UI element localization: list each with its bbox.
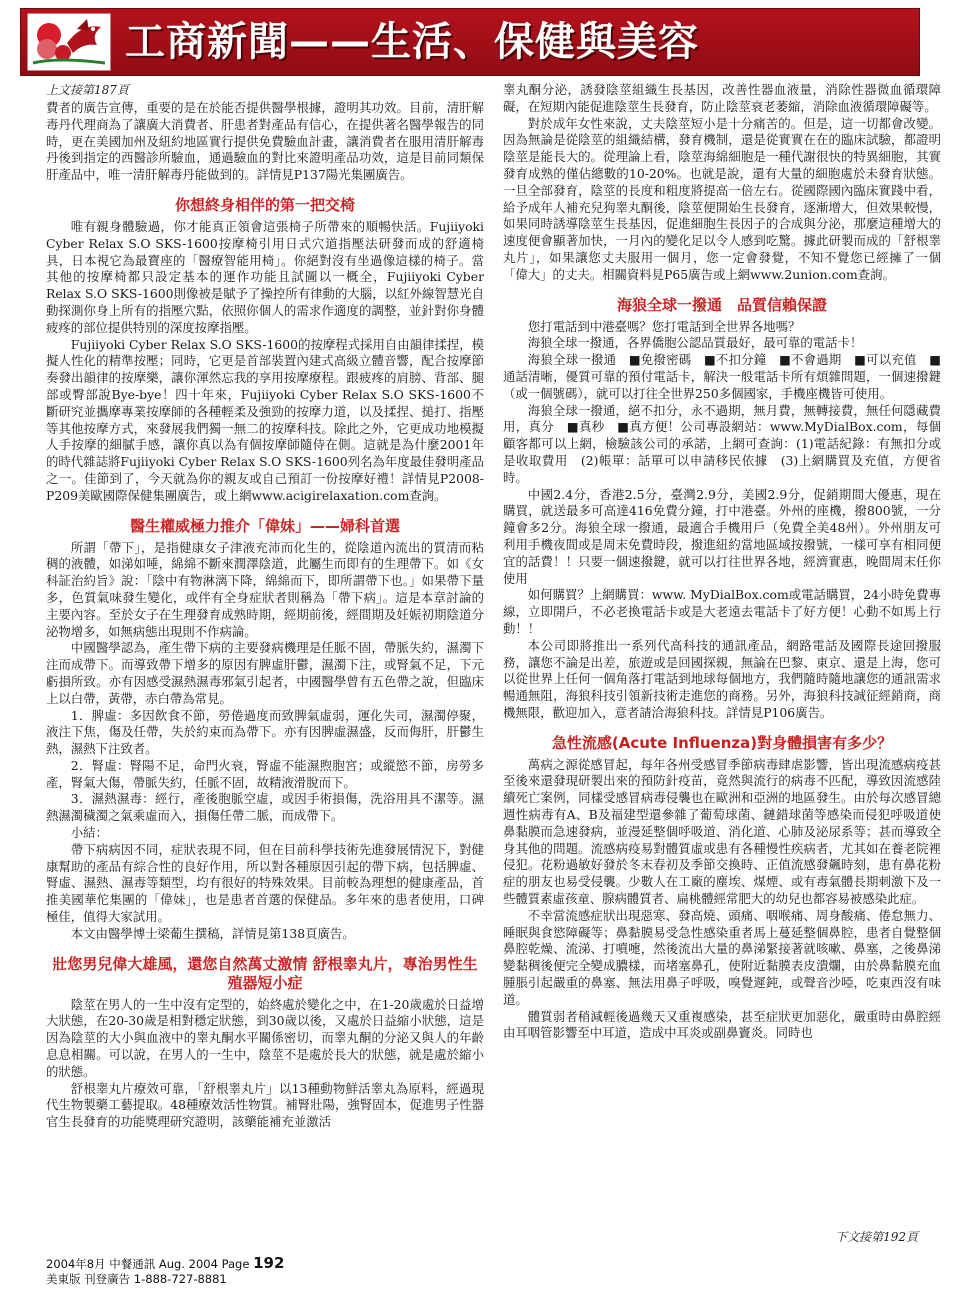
article-paragraph: 海狼全球一撥通，各界僑胞公認品質最好，最可靠的電話卡！ [527, 335, 863, 351]
article-paragraph: 本文由醫學博士梁葡生撰稿，詳情見第138頁廣告。 [70, 925, 355, 941]
article-paragraph: 中國醫學認為，產生帶下病的主要發病機理是任脈不固，帶脈失約，濕濁下注而成帶下。而導致帶下增多的原因有脾虛肝鬱，濕濁下注，或腎氣不足，下元虧損所致。亦有因感受濕熱濕毒邪氣引起者，中國醫學曾有五色帶之說，但臨床上以白帶，黃帶，赤白帶為常見。 [46, 640, 484, 706]
article-paragraph: 您打電話到中港臺嗎？您打電話到全世界各地嗎？ [527, 318, 801, 334]
article-title: 醫生權威極力推介「偉妹」——婦科首選 [129, 516, 400, 535]
article-paragraph: 萬病之源從感冒起，每年各州受感冒季節病毒肆虐影響，皆出現流感病疫甚至後來還發現研製出來的預防針疫苗，竟然與流行的病毒不匹配，導致因流感陸續死亡案例，同樣受感冒病毒侵襲也在歐洲和亞洲的地區發生。由於每次感冒總週性病毒有A、B及福建型還參雜了葡萄球菌、鏈錯球菌等感染而侵犯呼吸道使鼻黏膜而急速發病，並漫延整個呼吸道、消化道、心肺及泌尿系等；甚而導致全身其他的問題。流感病疫易對體質虛或患有各種慢性疾病者，尤其如在養老院裡侵犯。花粉過敏好發於冬末春初及季節交換時、正值流感發飆時刻，患有鼻花粉症的朋友也易受侵襲。少數人在工廠的塵埃、煤煙、或有毒氣體長期刺激下及一些體質素虛孩童、腺病體質者、扁桃體經常肥大的幼兒也都容易被感染此症。 [503, 756, 941, 907]
article-paragraph: 如何購買？上網購買：www. MyDialBox.com或電話購買，24小時免費專線，立即開戶，不必老換電話卡或是大老遠去電話卡了好方便！心動不如馬上行動！！ [503, 587, 941, 636]
article-hailang [503, 296, 941, 722]
section-title: 工商新聞——生活、保健與美容 [125, 19, 699, 65]
article-paragraph: 體質弱者稍減輕後過幾天又重複感染，甚至症狀更加惡化，嚴重時由鼻腔經由耳咽管影響至中耳道，造成中耳炎或副鼻竇炎。同時也 [503, 1008, 941, 1041]
article-paragraph: 舒根睾丸片療效可靠，「舒根睾丸片」以13種動物鮮活睾丸為原料，經過現代生物製藥工藝提取。48種療效活性物質。補腎壯陽，強腎固本，促進男子性器官生長發育的功能獎理研究證明，該藥能補充並激活 [46, 1080, 484, 1130]
article-weimei [46, 517, 484, 943]
continued-to-note: 下文接第192頁 [835, 1230, 918, 1244]
bird-logo-icon [27, 13, 111, 71]
article-paragraph: 本公司即將推出一系列代高科技的通訊產品，網路電話及國際長途回撥服務，讓您不論是出差，旅遊或是回國探親，無論在巴黎、東京、還是上海，您可以從世界上任何一個角落打電話到地球每個地方，我們隨時隨地讓您的通訊需求暢通無阻，海狼科技引領新技術走進您的商務。另外，海狼科技誠征經銷商，商機無限，歡迎加入，意者請洽海狼科技。詳情見P106廣告。 [503, 637, 941, 720]
article-title: 急性流感(Acute Influenza)對身體損害有多少？ [551, 733, 893, 752]
article-shugen [46, 955, 484, 1131]
article-influenza [503, 734, 941, 1043]
article-paragraph: 唯有親身體驗過，你才能真正領會這張椅子所帶來的順暢快活。Fujiiyoki Cyber Relax S.O SKS-1600按摩椅引用日式穴道指壓法研發而成的舒適椅具，日本視它為最寶座的「醫療智能用椅」。你絕對沒有坐過像這樣的椅子。當其他的按摩椅都只設定基本的運作功能且試圖以一概全，Fujiiyoki Cyber Relax S.O SKS-1600則像被是賦予了操控所有律動的大腦，以紅外線智慧光自動探測你身上所有的指壓穴點，依照你個人的需求作適度的調整，並針對你身體疲疼的部位提供特別的深度按摩指壓。 [46, 218, 484, 335]
article-paragraph: 不幸當流感症狀出現惡寒、發高燒、頭痛、咽喉痛、周身酸痛、倦怠無力、睡眠與食慾障礙等；鼻黏膜易受急性感染重者馬上蔓延整個鼻腔，患者自覺整個鼻腔乾燥、流涕、打噴嚏，然後流出大量的鼻涕緊接著就咳嗽、鼻塞，之後鼻涕變黏稠後便完全變成膿樣，而堵塞鼻孔，使附近黏膜表皮潰爛，由於鼻黏膜充血腫脹引起嚴重的鼻塞、無法用鼻子呼吸，嗅覺遲鈍，或聲音沙啞，吃東西沒有味道。 [503, 907, 941, 1007]
continued-from-note: 上文接第187頁 [46, 83, 129, 97]
footer-line-1 [46, 1256, 284, 1272]
article-title: 海狼全球一撥通 品質信賴保證 [616, 295, 827, 314]
section-header [20, 8, 920, 76]
footer-line-2: 美東版 刊登廣告 1-888-727-8881 [46, 1272, 227, 1286]
article-title: 壯您男兒偉大雄風，還您自然萬丈激情 舒根睾丸片，專治男性生殖器短小症 [52, 954, 478, 992]
page-number: 192 [253, 1254, 285, 1272]
article-paragraph: 2．腎虛：腎陽不足，命門火衰，腎虛不能濕煦胞宮；或縱慾不節，房勞多產，腎氣大傷，帶脈失約，任脈不固，故精液滑脫而下。 [46, 757, 484, 790]
article-paragraph: 海狼全球一撥通 ■免撥密碼 ■不扣分鐘 ■不會過期 ■可以充值 ■通話清晰，優質可靠的預付電話卡，解決一般電話卡所有煩雜問題，一個速撥鍵（或一個號碼），就可以打往全世界250多個國家，手機座機皆可使用。 [503, 352, 941, 401]
article-paragraph: 海狼全球一撥通，絕不扣分，永不過期，無月費，無轉接費，無任何隱藏費用，真分 ■真秒 ■真方便！公司專設網站：www.MyDialBox.com，每個顧客都可以上網，檢驗該公司的承諾，上網可查詢：(1)電話紀錄：有無扣分或是收取費用 (2)帳單：話單可以申請移民依據 (3)上網購買及充值，方便省時。 [503, 402, 941, 485]
article-paragraph: 陰莖在男人的一生中沒有定型的，始終處於變化之中，在1-20歲處於日益增大狀態，在20-30歲是相對穩定狀態，到30歲以後，又處於日益縮小狀態，這是因為陰莖的大小與血液中的睾丸酮水平關係密切，而睾丸酮的分泌又與人的年齡息息相關。可以說，在男人的一生中，陰莖不是處於長大的狀態，就是處於縮小的狀態。 [46, 996, 484, 1079]
article-paragraph: 小結： [70, 825, 108, 841]
article-paragraph: Fujiiyoki Cyber Relax S.O SKS-1600的按摩程式採用自由韻律揉捏，模擬人性化的精準按壓；同時，它更是首部裝置內建式高級立體音響，配合按摩節奏發出韻律的按摩樂，讓你渾然忘我的享用按摩療程。跟疲疼的肩膀、背部、腿部或臀部說Bye-bye！四十年來，Fujiiyoki Cyber Relax S.O SKS-1600不斷研究並攜摩專業按摩師的各種輕柔及強勁的按摩力道，以及揉捏、搥打、指壓等其他按摩方式，來發展我們獨一無二的按摩科技。除此之外，它更成功地模擬人手按摩的細膩手感，讓你真以為有個按摩師隨侍在側。這就是為什麼2001年的時代雜誌將Fujiiyoki Cyber Relax S.O SKS-1600列名為年度最佳發明產品之一。佳節到了，今天就為你的親友或自己預訂一份按摩好禮！詳情見P2008-P209美歐國際保健集團廣告，或上網www.acigirelaxation.com查詢。 [46, 336, 484, 503]
article-paragraph: 所謂「帶下」，是指健康女子津液充沛而化生的，從陰道內流出的質清而粘稠的液體，如涕如唾，綿綿不斷來潤澤陰道，此屬生而即有的生理帶下。如《女科証治約旨》說：「陰中有物淋漓下降，綿綿而下，即所謂帶下也。」如果帶下量多，色質氣味發生變化，或伴有全身症狀者則稱為「帶下病」。這是本章討論的主要內容。至於女子在生理發育成熟時期，經期前後，經間期及妊娠初期陰道分泌物增多，如無病態出現則不作病論。 [46, 539, 484, 639]
page-footer [46, 1256, 284, 1287]
article-paragraph: 帶下病病因不同，症狀表現不同，但在目前科學技術先進發展情況下，對健康幫助的產品有綜合性的良好作用，所以對各種原因引起的帶下病，包括脾虛、腎虛、濕熱、濕毒等類型，均有很好的特殊效果。目前較為理想的健康產品，首推美國華佗集團的「偉妹」，也是患者首選的保健品。多年來的患者使用，口碑極佳，值得大家試用。 [46, 841, 484, 925]
footer-issue: 2004年8月 中餐通訊 Aug. 2004 Page [46, 1257, 254, 1271]
left-column [46, 82, 484, 1250]
intro-paragraph: 對於成年女性來說，丈夫陰莖短小是十分痛苦的。但是，這一切都會改變。因為無論是從陰莖的組織結構，發育機制，還是從實實在在的臨床試驗，都證明陰莖是能長大的。從理論上看，陰莖海綿細胞是一種代謝很快的特異細胞，其實發育成熟的僅佔總數的10-20%。也就是說，還有大量的細胞處於未發育狀態。一旦全部發育，陰莖的長度和粗度將提高一倍左右。從國際國內臨床實踐中看，給予成年人補充兒狗睾丸酮後，陰莖便開始生長發育，逐漸增大，但效果較慢，如果同時誘導陰莖生長基因，促進細胞生長因子的合成與分泌，那麼這種增大的速度便會顯著加快，一月內的變化足以令人感到吃驚。據此研製而成的「舒根睾丸片」，如果讓您丈夫服用一個月，您一定會發覺，不知不覺您已經擁了一個「偉大」的丈夫。相關資料見P65廣告或上網www.2union.com查詢。 [503, 115, 941, 282]
article-paragraph: 3．濕熱濕毒：經行，產後胞脈空虛，或因手術損傷，洗浴用具不潔等。濕熱濕濁穢濁之氣乘虛而入，損傷任帶二脈，而成帶下。 [46, 791, 484, 824]
article-title: 你想終身相伴的第一把交椅 [174, 195, 355, 214]
intro-paragraph: 睾丸酮分泌，誘發陰莖組織生長基因，改善性器血液量，消除性器微血循環障礙，在短期內能促進陰莖生長發育，防止陰莖衰老萎縮，消除血液循環障礙等。 [503, 82, 941, 114]
article-massage-chair [46, 196, 484, 505]
article-paragraph: 中國2.4分，香港2.5分，臺灣2.9分，美國2.9分，促銷期間大優惠，現在購買，就送最多可高達416免費分鐘，打中港臺。外州的座機，撥800號，一分鐘會多2分。海狼全球一撥通，最適合手機用戶（免費全美48州）。外州朋友可利用手機夜間或是周末免費時段，撥進紐約當地區域按撥號，一樣可享有相同便宜的話費！！只要一個速撥鍵，就可以打往世界各地，經濟實惠，晚間周末任你使用 [503, 486, 941, 586]
article-paragraph: 1．脾虛：多因飲食不節，勞倦過度而致脾氣虛弱，運化失司，濕濁停聚，液注下焦，傷及任帶，失於約束而為帶下。亦有因脾虛濕盛，反而侮肝，肝鬱生熱，濕熱下注致者。 [46, 707, 484, 757]
intro-paragraph: 費者的廣告宣傳，重要的是在於能否提供醫學根據，證明其功效。目前，清肝解毒丹代理商為了讓廣大消費者、肝患者對產品有信心，在提供著名醫學報告的同時，更在美國加州及紐約地區實行提供免費驗血計畫，讓消費者在服用清肝解毒丹後到指定的西醫診所驗血，通過驗血的對比來證明產品功效，這是目前同類保肝產品中，唯一清肝解毒丹能做到的。詳情見P137陽光集團廣告。 [46, 100, 484, 183]
right-column [503, 82, 941, 1250]
